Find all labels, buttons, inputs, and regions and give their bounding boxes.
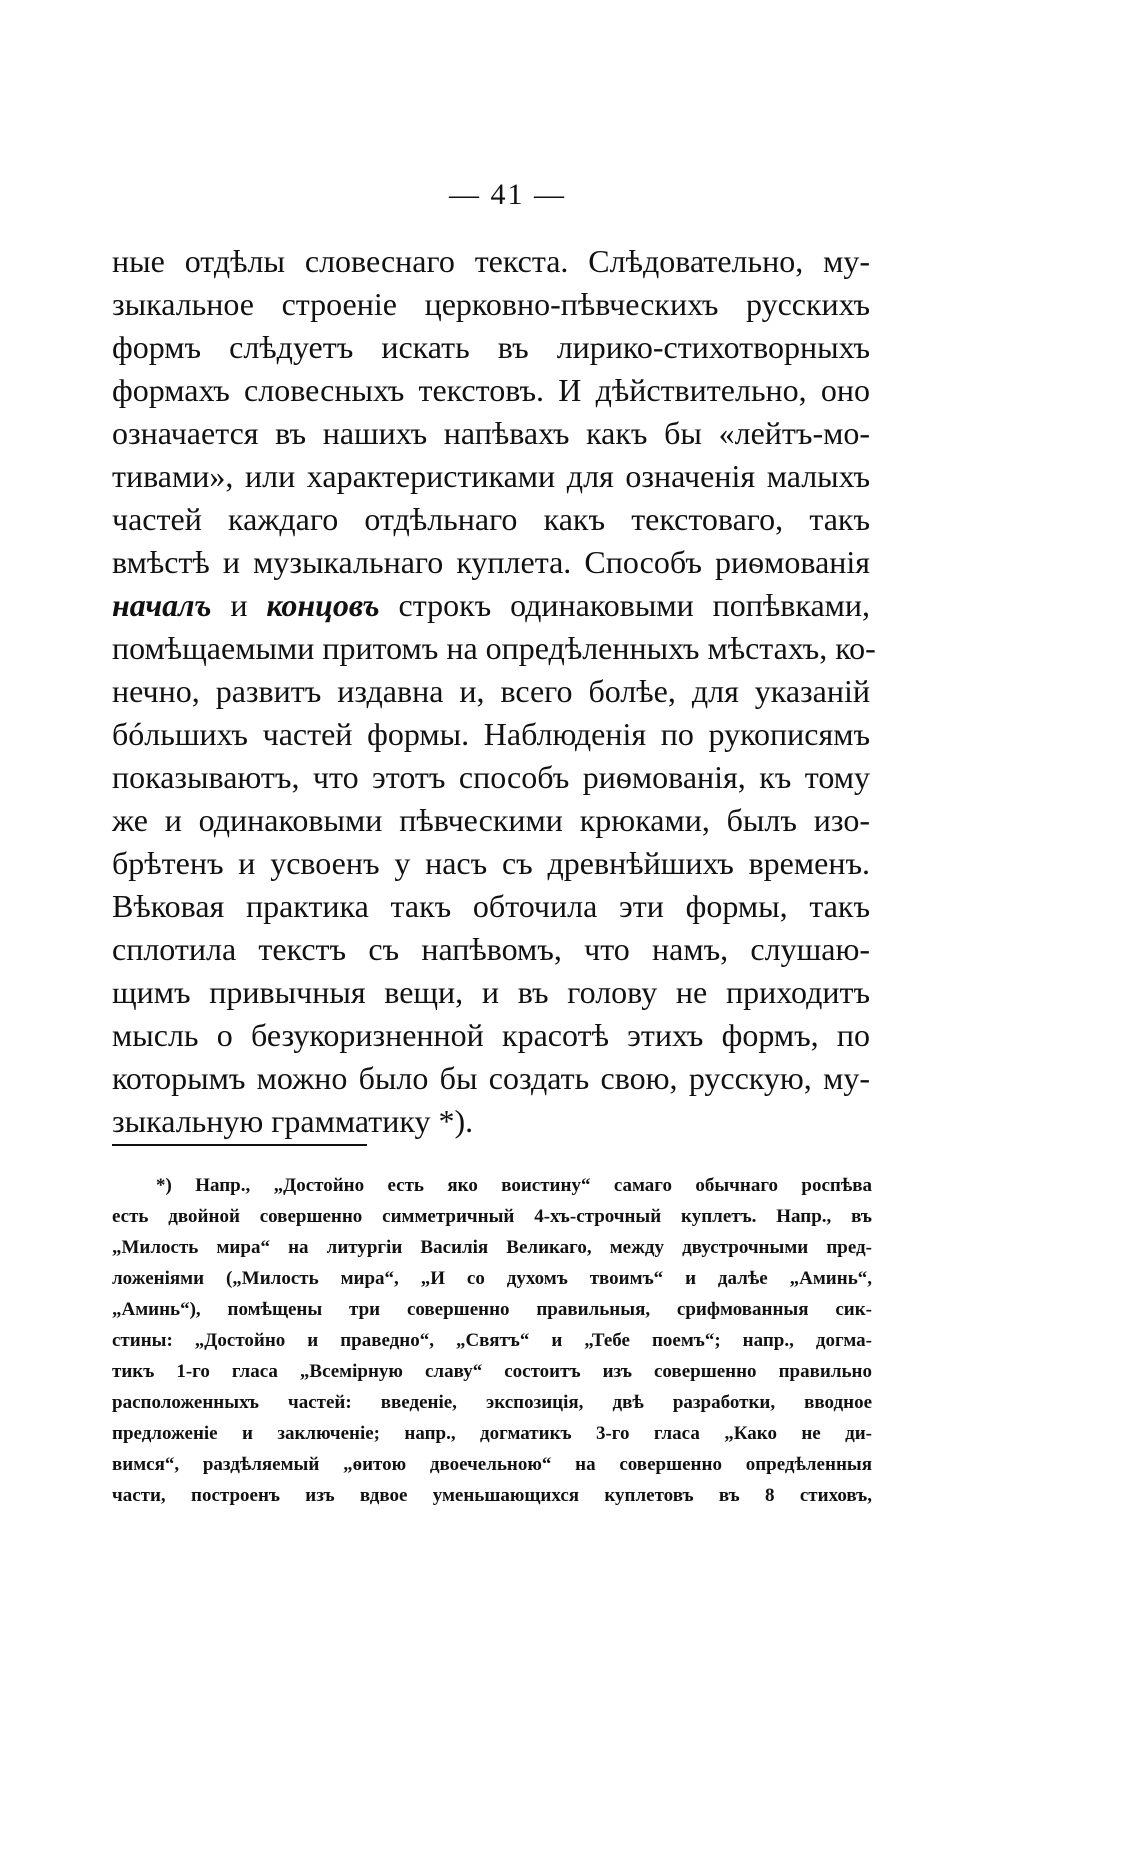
footnote-line: тикъ 1-го гласа „Всемірную славу“ состоитъ изъ совершенно правильно: [112, 1361, 872, 1382]
text-line: бóльшихъ частей формы. Наблюденія по рукописямъ: [112, 716, 870, 752]
footnote-line: „Милость мира“ на литургіи Василія Великаго, между двустрочными пред-: [112, 1237, 872, 1258]
text-line: формахъ словесныхъ текстовъ. И дѣйствительно, оно: [112, 372, 870, 408]
text-line: щимъ привычныя вещи, и въ голову не приходитъ: [112, 974, 870, 1010]
text-line: означается въ нашихъ напѣвахъ какъ бы «лейтъ-мо-: [112, 415, 870, 451]
text-line: частей каждаго отдѣльнаго какъ текстоваго, такъ: [112, 501, 870, 537]
text-line: вмѣстѣ и музыкальнаго куплета. Способъ риѳмованія: [112, 544, 870, 580]
text-line: же и одинаковыми пѣвческими крюками, былъ изо-: [112, 802, 870, 838]
text-line: [112, 584, 870, 627]
page-number: — 41 —: [449, 178, 566, 211]
text-fragment: и: [230, 587, 248, 623]
footnote-line: *) Напр., „Достойно есть яко воистину“ самаго обычнаго роспѣва: [156, 1175, 872, 1196]
text-line: нечно, развитъ издавна и, всего болѣе, для указаній: [112, 673, 870, 709]
footnote-line: вимся“, раздѣляемый „ѳитою двоечельною“ на совершенно опредѣленныя: [112, 1454, 872, 1475]
text-fragment: строкъ одинаковыми попѣвками,: [398, 587, 871, 623]
text-line: помѣщаемыми притомъ на опредѣленныхъ мѣстахъ, ко-: [112, 630, 876, 666]
footnote-line: „Аминь“), помѣщены три совершенно правильныя, срифмованныя сик-: [112, 1299, 872, 1320]
text-line: ные отдѣлы словеснаго текста. Слѣдовательно, му-: [112, 243, 870, 279]
text-line: сплотила текстъ съ напѣвомъ, что намъ, слушаю-: [112, 931, 870, 967]
footnote-line: есть двойной совершенно симметричный 4-хъ-строчный куплетъ. Напр., въ: [112, 1206, 872, 1227]
text-line: формъ слѣдуетъ искать въ лирико-стихотворныхъ: [112, 329, 870, 365]
text-line: которымъ можно было бы создать свою, русскую, му-: [112, 1060, 870, 1096]
footnote-line: ложеніями („Милость мира“, „И со духомъ твоимъ“ и далѣе „Аминь“,: [112, 1268, 872, 1289]
text-line: зыкальную грамматику *).: [112, 1103, 474, 1139]
footnote-line: расположенныхъ частей: введеніе, экспозиція, двѣ разработки, вводное: [112, 1392, 872, 1413]
emphasized-word: началъ: [112, 587, 212, 623]
footnote-line: предложеніе и заключеніе; напр., догматикъ 3-го гласа „Како не ди-: [112, 1423, 872, 1444]
text-line: Вѣковая практика такъ обточила эти формы, такъ: [112, 888, 870, 924]
text-line: показываютъ, что этотъ способъ риѳмованія, къ тому: [112, 759, 870, 795]
footnote-line: части, построенъ изъ вдвое уменьшающихся куплетовъ въ 8 стиховъ,: [112, 1485, 872, 1506]
footnote-divider: [112, 1144, 367, 1146]
text-line: тивами», или характеристиками для означенія малыхъ: [112, 458, 870, 494]
footnote: [112, 1170, 872, 1511]
emphasized-word: концовъ: [266, 587, 380, 623]
main-text: [112, 240, 876, 1143]
text-line: брѣтенъ и усвоенъ у насъ съ древнѣйшихъ временъ.: [112, 845, 870, 881]
footnote-line: стины: „Достойно и праведно“, „Святъ“ и „Тебе поемъ“; напр., догма-: [112, 1330, 872, 1351]
text-line: мысль о безукоризненной красотѣ этихъ формъ, по: [112, 1017, 870, 1053]
text-line: зыкальное строеніе церковно-пѣвческихъ русскихъ: [112, 286, 870, 322]
